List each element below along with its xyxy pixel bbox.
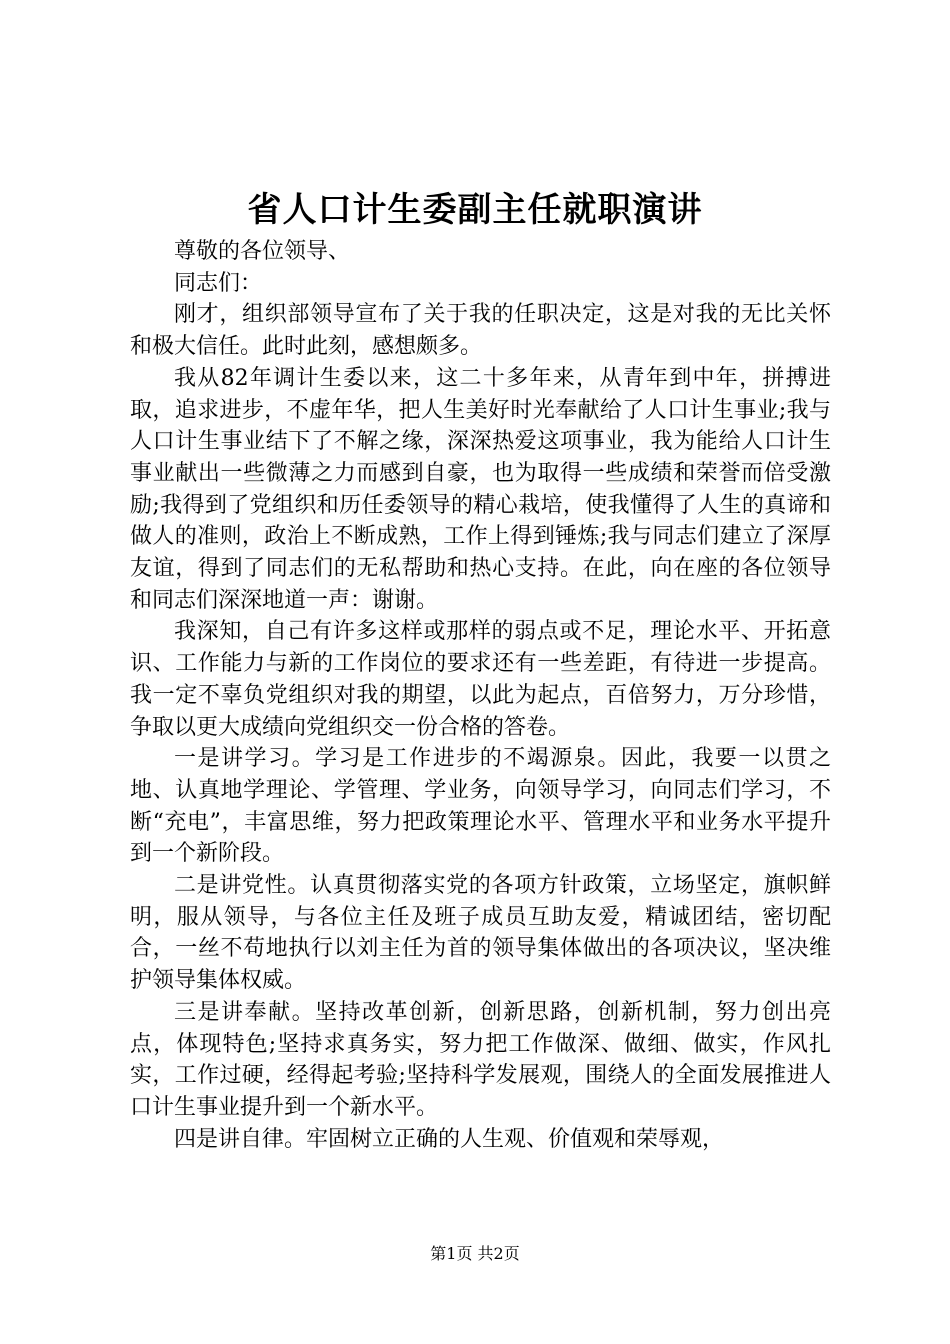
paragraph-point-study: 一是讲学习。学习是工作进步的不竭源泉。因此，我要一以贯之地、认真地学理论、学管理、学业务，向领导学习，向同志们学习，不断“充电”，丰富思维，努力把政策理论水平、管理水平和业务水平提升到一个新阶段。 bbox=[130, 746, 831, 867]
salutation-line-1: 尊敬的各位领导、 bbox=[174, 239, 351, 264]
page-number-footer: 第1页 共2页 bbox=[430, 1244, 520, 1263]
paragraph-point-dedication: 三是讲奉献。坚持改革创新，创新思路，创新机制，努力创出亮点，体现特色;坚持求真务实，努力把工作做深、做细、做实，作风扎实，工作过硬，经得起考验;坚持科学发展观，围绕人的全面发展推进人口计生事业提升到一个新水平。 bbox=[130, 999, 831, 1120]
paragraph-point-party: 二是讲党性。认真贯彻落实党的各项方针政策，立场坚定，旗帜鲜明，服从领导，与各位主任及班子成员互助友爱，精诚团结，密切配合，一丝不苟地执行以刘主任为首的领导集体做出的各项决议，坚决维护领导集体权威。 bbox=[130, 873, 831, 994]
paragraph-self-assessment: 我深知，自己有许多这样或那样的弱点或不足，理论水平、开拓意识、工作能力与新的工作岗位的要求还有一些差距，有待进一步提高。我一定不辜负党组织对我的期望，以此为起点，百倍努力，万分珍惜，争取以更大成绩向党组织交一份合格的答卷。 bbox=[130, 619, 831, 740]
paragraph-point-discipline: 四是讲自律。牢固树立正确的人生观、价值观和荣辱观， bbox=[174, 1126, 725, 1152]
paragraph-opening: 刚才，组织部领导宣布了关于我的任职决定，这是对我的无比关怀和极大信任。此时此刻，感想颇多。 bbox=[130, 302, 831, 360]
document-body bbox=[130, 236, 831, 1155]
paragraph-career: 我从82年调计生委以来，这二十多年来，从青年到中年，拼搏进取，追求进步，不虚年华，把人生美好时光奉献给了人口计生事业;我与人口计生事业结下了不解之缘，深深热爱这项事业，我为能给人口计生事业献出一些微薄之力而感到自豪，也为取得一些成绩和荣誉而倍受激励;我得到了党组织和历任委领导的精心栽培，使我懂得了人生的真谛和做人的准则，政治上不断成熟，工作上得到锤炼;我与同志们建立了深厚友谊，得到了同志们的无私帮助和热心支持。在此，向在座的各位领导和同志们深深地道一声：谢谢。 bbox=[130, 365, 831, 613]
salutation-line-2: 同志们： bbox=[174, 270, 263, 296]
document-title: 省人口计生委副主任就职演讲 bbox=[247, 190, 703, 230]
